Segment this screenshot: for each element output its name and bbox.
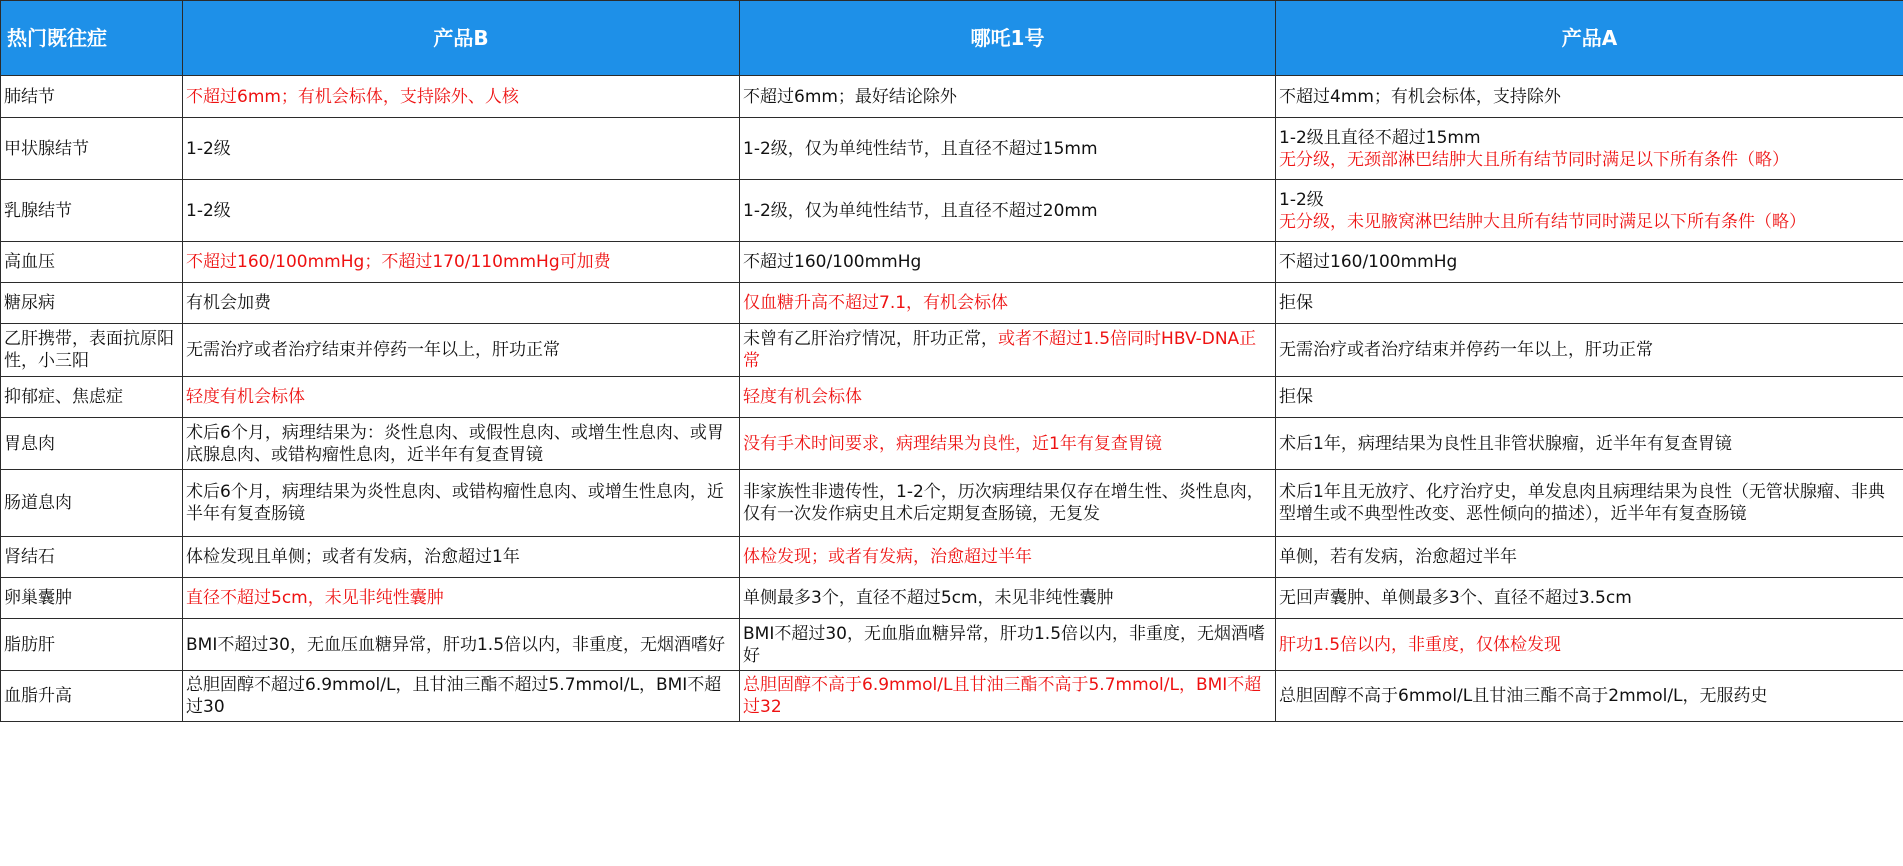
table-row — [1, 283, 1903, 324]
cell-product-a — [1276, 418, 1903, 470]
cell-text: 不超过6mm；最好结论除外 — [743, 86, 957, 107]
cell-nezha-1 — [740, 377, 1276, 418]
highlighted-text: 轻度有机会标体 — [186, 387, 305, 407]
cell-product-a — [1276, 470, 1903, 537]
header-row — [1, 1, 1903, 76]
cell-product-b — [183, 76, 740, 118]
cell-text: 单侧最多3个，直径不超过5cm，未见非纯性囊肿 — [743, 588, 1114, 608]
cell-product-a — [1276, 671, 1903, 722]
cell-product-b — [183, 619, 740, 671]
cell-nezha-1 — [740, 118, 1276, 180]
cell-nezha-1 — [740, 418, 1276, 470]
cell-text: 无回声囊肿、单侧最多3个、直径不超过3.5cm — [1279, 588, 1632, 608]
cell-nezha-1 — [740, 242, 1276, 283]
cell-nezha-1 — [740, 671, 1276, 722]
cell-text: BMI不超过30，无血压血糖异常，肝功1.5倍以内，非重度，无烟酒嗜好 — [186, 634, 726, 655]
cell-product-a — [1276, 377, 1903, 418]
cell-text: 1-2级，仅为单纯性结节，且直径不超过20mm — [743, 200, 1098, 221]
cell-product-b — [183, 377, 740, 418]
table-row — [1, 619, 1903, 671]
header-product-b: 产品B — [183, 1, 740, 76]
cell-product-a — [1276, 537, 1903, 578]
condition-name: 抑郁症、焦虑症 — [1, 377, 183, 418]
cell-text: BMI不超过30，无血脂血糖异常，肝功1.5倍以内，非重度，无烟酒嗜好 — [743, 623, 1266, 666]
cell-text: 术后1年，病理结果为良性且非管状腺瘤，近半年有复查胃镜 — [1279, 433, 1732, 454]
cell-nezha-1 — [740, 76, 1276, 118]
table-row — [1, 377, 1903, 418]
cell-product-b — [183, 242, 740, 283]
highlighted-text: 肝功1.5倍以内，非重度，仅体检发现 — [1279, 634, 1562, 655]
cell-product-a — [1276, 619, 1903, 671]
condition-name: 高血压 — [1, 242, 183, 283]
cell-product-b — [183, 283, 740, 324]
condition-name: 卵巢囊肿 — [1, 578, 183, 619]
condition-name: 乙肝携带，表面抗原阳性，小三阳 — [1, 324, 183, 377]
cell-text: 体检发现且单侧；或者有发病，治愈超过1年 — [186, 547, 520, 567]
cell-nezha-1 — [740, 283, 1276, 324]
cell-text: 拒保 — [1279, 293, 1313, 313]
highlighted-text: 不超过160/100mmHg；不超过170/110mmHg可加费 — [186, 252, 611, 272]
cell-text: 1-2级，仅为单纯性结节，且直径不超过15mm — [743, 138, 1098, 159]
highlighted-text: 轻度有机会标体 — [743, 387, 862, 407]
cell-text: 无需治疗或者治疗结束并停药一年以上，肝功正常 — [1279, 340, 1653, 360]
cell-text: 不超过160/100mmHg — [743, 252, 922, 272]
cell-product-b — [183, 418, 740, 470]
cell-product-b — [183, 578, 740, 619]
cell-text: 非家族性非遗传性，1-2个，历次病理结果仅存在增生性、炎性息肉，仅有一次发作病史且术后定期复查肠镜，无复发 — [743, 482, 1264, 524]
cell-nezha-1 — [740, 619, 1276, 671]
table-row — [1, 76, 1903, 118]
cell-nezha-1 — [740, 324, 1276, 377]
cell-text: 拒保 — [1279, 387, 1313, 407]
condition-name: 糖尿病 — [1, 283, 183, 324]
cell-product-a — [1276, 283, 1903, 324]
table-row — [1, 180, 1903, 242]
table-row — [1, 470, 1903, 537]
cell-product-b — [183, 671, 740, 722]
highlighted-text: 总胆固醇不高于6.9mmol/L且甘油三酯不高于5.7mmol/L，BMI不超过32 — [743, 675, 1262, 717]
table-row — [1, 242, 1903, 283]
table-row — [1, 324, 1903, 377]
cell-nezha-1 — [740, 180, 1276, 242]
cell-product-a — [1276, 180, 1903, 242]
cell-product-a — [1276, 578, 1903, 619]
cell-text: 术后6个月，病理结果为：炎性息肉、或假性息肉、或增生性息肉、或胃底腺息肉、或错构瘤性息肉，近半年有复查胃镜 — [186, 422, 724, 465]
condition-name: 血脂升高 — [1, 671, 183, 722]
cell-text: 1-2级且直径不超过15mm — [1279, 127, 1481, 148]
cell-text: 总胆固醇不高于6mmol/L且甘油三酯不高于2mmol/L，无服药史 — [1279, 686, 1768, 706]
cell-text: 不超过160/100mmHg — [1279, 252, 1458, 272]
condition-name: 甲状腺结节 — [1, 118, 183, 180]
cell-nezha-1 — [740, 537, 1276, 578]
cell-product-a — [1276, 324, 1903, 377]
highlighted-text: 或者不超过1.5倍同时HBV-DNA正常 — [743, 329, 1257, 371]
cell-product-b — [183, 324, 740, 377]
highlighted-text: 无分级，无颈部淋巴结肿大且所有结节同时满足以下所有条件（略） — [1279, 149, 1789, 170]
table-row — [1, 418, 1903, 470]
condition-name: 乳腺结节 — [1, 180, 183, 242]
header-product-a: 产品A — [1276, 1, 1903, 76]
condition-name: 肺结节 — [1, 76, 183, 118]
cell-product-b — [183, 537, 740, 578]
cell-text: 未曾有乙肝治疗情况，肝功正常， — [743, 329, 998, 349]
table-body — [1, 76, 1903, 722]
cell-text: 术后1年且无放疗、化疗治疗史，单发息肉且病理结果为良性（无管状腺瘤、非典型增生或不典型性改变、恶性倾向的描述），近半年有复查肠镜 — [1279, 482, 1885, 524]
header-nezha-1: 哪吒1号 — [740, 1, 1276, 76]
cell-product-a — [1276, 242, 1903, 283]
cell-product-b — [183, 470, 740, 537]
condition-name: 脂肪肝 — [1, 619, 183, 671]
cell-text: 不超过4mm；有机会标体，支持除外 — [1279, 86, 1561, 107]
cell-product-b — [183, 118, 740, 180]
highlighted-text: 无分级，未见腋窝淋巴结肿大且所有结节同时满足以下所有条件（略） — [1279, 211, 1806, 232]
cell-product-b — [183, 180, 740, 242]
table-row — [1, 118, 1903, 180]
cell-text: 1-2级 — [186, 200, 231, 221]
table-row — [1, 578, 1903, 619]
cell-text: 1-2级 — [186, 138, 231, 159]
cell-nezha-1 — [740, 578, 1276, 619]
highlighted-text: 仅血糖升高不超过7.1，有机会标体 — [743, 293, 1009, 313]
table-row — [1, 537, 1903, 578]
cell-text: 1-2级 — [1279, 189, 1324, 210]
cell-text: 无需治疗或者治疗结束并停药一年以上，肝功正常 — [186, 340, 560, 360]
highlighted-text: 直径不超过5cm，未见非纯性囊肿 — [186, 588, 444, 608]
highlighted-text: 没有手术时间要求，病理结果为良性，近1年有复查胃镜 — [743, 433, 1162, 454]
highlighted-text: 体检发现；或者有发病，治愈超过半年 — [743, 547, 1032, 567]
cell-text: 总胆固醇不超过6.9mmol/L，且甘油三酯不超过5.7mmol/L，BMI不超过30 — [186, 675, 722, 717]
highlighted-text: 不超过6mm；有机会标体，支持除外、人核 — [186, 86, 519, 107]
cell-text: 术后6个月，病理结果为炎性息肉、或错构瘤性息肉、或增生性息肉，近半年有复查肠镜 — [186, 482, 724, 524]
condition-name: 肠道息肉 — [1, 470, 183, 537]
cell-text: 有机会加费 — [186, 293, 271, 313]
header-condition: 热门既往症 — [1, 1, 183, 76]
cell-product-a — [1276, 118, 1903, 180]
cell-product-a — [1276, 76, 1903, 118]
cell-text: 单侧，若有发病，治愈超过半年 — [1279, 547, 1517, 567]
table-row — [1, 671, 1903, 722]
cell-nezha-1 — [740, 470, 1276, 537]
condition-name: 肾结石 — [1, 537, 183, 578]
condition-name: 胃息肉 — [1, 418, 183, 470]
